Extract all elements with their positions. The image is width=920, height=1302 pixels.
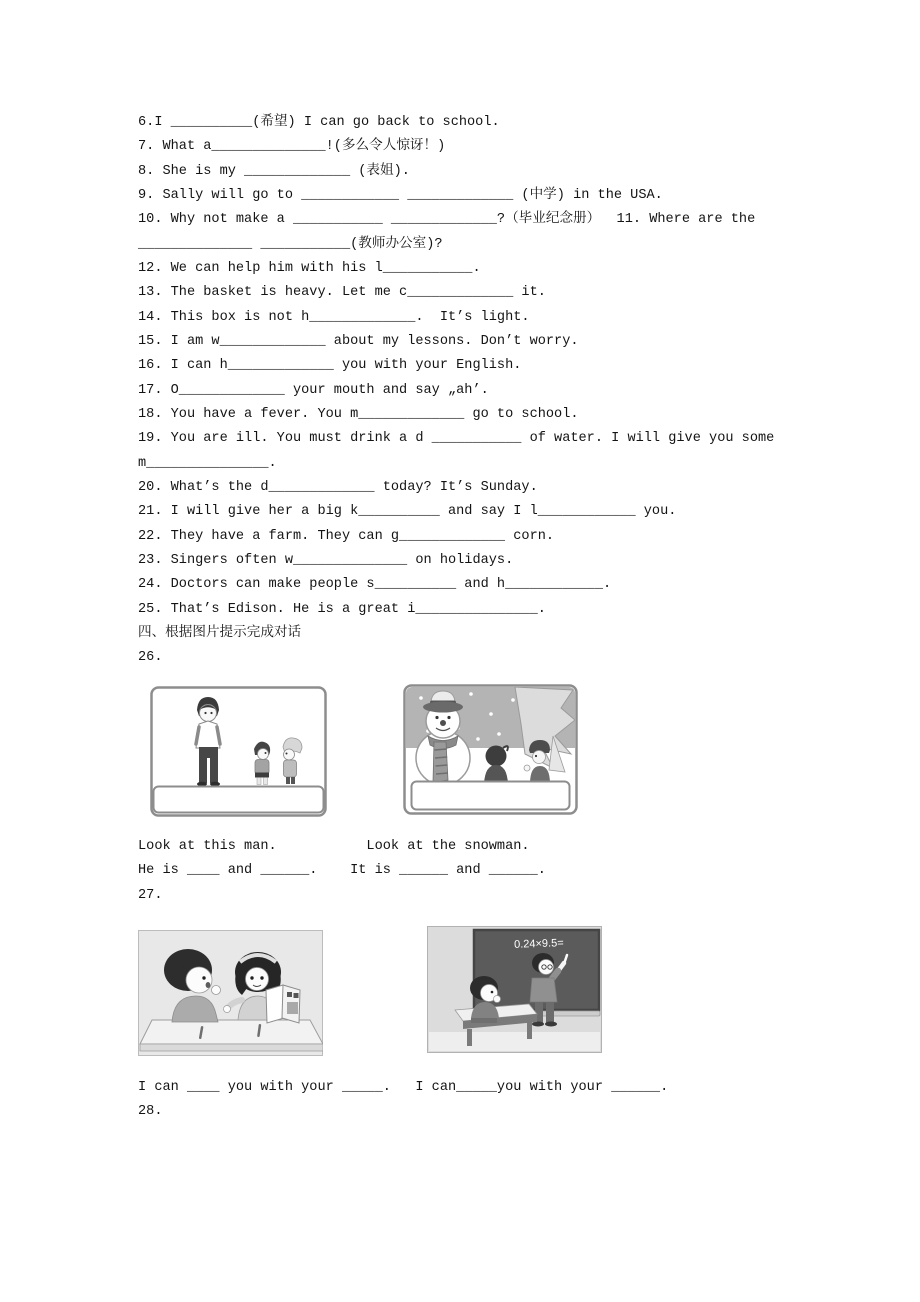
question-line-6: 6.I __________(希望) I can go back to school. <box>138 115 500 130</box>
question-line-16: 16. I can h_____________ you with your English. <box>138 358 522 374</box>
desk <box>140 1020 323 1044</box>
question-line-7: 7. What a______________!(多么令人惊讶！) <box>138 139 446 155</box>
question-number-26: 26. <box>138 650 163 666</box>
q27-captions <box>138 1076 668 1125</box>
question-line-9: 9. Sally will go to ____________ _____________ (中学) in the USA. <box>138 187 663 203</box>
question-line-25: 25. That’s Edison. He is a great i_______________. <box>138 601 546 617</box>
blackboard-formula: 0.24×9.5= <box>513 937 564 951</box>
question-line-19-cont: m_______________. <box>138 455 277 471</box>
question-line-24: 24. Doctors can make people s__________ and h____________. <box>138 577 612 593</box>
illustration-boy-girl-book <box>138 930 323 1056</box>
question-line-23: 23. Singers often w______________ on holidays. <box>138 552 514 568</box>
question-line-13: 13. The basket is heavy. Let me c_____________ it. <box>138 285 546 301</box>
q27-caption: I can ____ you with your _____. I can_____you with your ______. <box>138 1080 669 1095</box>
caption-box <box>154 787 324 813</box>
question-line-21: 21. I will give her a big k__________ and say I l____________ you. <box>138 504 677 520</box>
question-number-27: 27. <box>138 887 163 903</box>
question-line-14: 14. This box is not h_____________. It’s light. <box>138 309 530 325</box>
illustration-man-and-children <box>150 686 327 817</box>
question-line-22: 22. They have a farm. They can g_____________ corn. <box>138 528 555 544</box>
q26-caption-row1: Look at this man. Look at the snowman. <box>138 839 530 854</box>
question-line-18: 18. You have a fever. You m_____________ go to school. <box>138 406 579 422</box>
caption-box <box>412 782 570 810</box>
question-line-11-cont: ______________ ___________(教师办公室)? <box>138 236 443 252</box>
question-line-10-11: 10. Why not make a ___________ _____________?（毕业纪念册） 11. Where are the <box>138 212 756 228</box>
question-line-15: 15. I am w_____________ about my lessons. Don’t worry. <box>138 333 579 349</box>
open-book <box>266 985 300 1023</box>
question-line-12: 12. We can help him with his l___________. <box>138 260 481 276</box>
question-line-17: 17. O_____________ your mouth and say „ah’. <box>138 382 489 398</box>
fill-in-blanks-section <box>138 111 774 671</box>
section4-heading: 四、根据图片提示完成对话 <box>138 625 302 641</box>
q26-caption-row2: He is ____ and ______. It is ______ and ______. <box>138 863 546 879</box>
question-number-28: 28. <box>138 1104 163 1120</box>
question-line-19: 19. You are ill. You must drink a d ___________ of water. I will give you some <box>138 431 775 447</box>
question-line-20: 20. What’s the d_____________ today? It’s Sunday. <box>138 479 538 495</box>
illustration-snowman <box>403 684 578 815</box>
illustration-blackboard-class <box>427 926 602 1053</box>
question-line-8: 8. She is my _____________ (表姐). <box>138 163 410 179</box>
q26-captions <box>138 835 546 908</box>
